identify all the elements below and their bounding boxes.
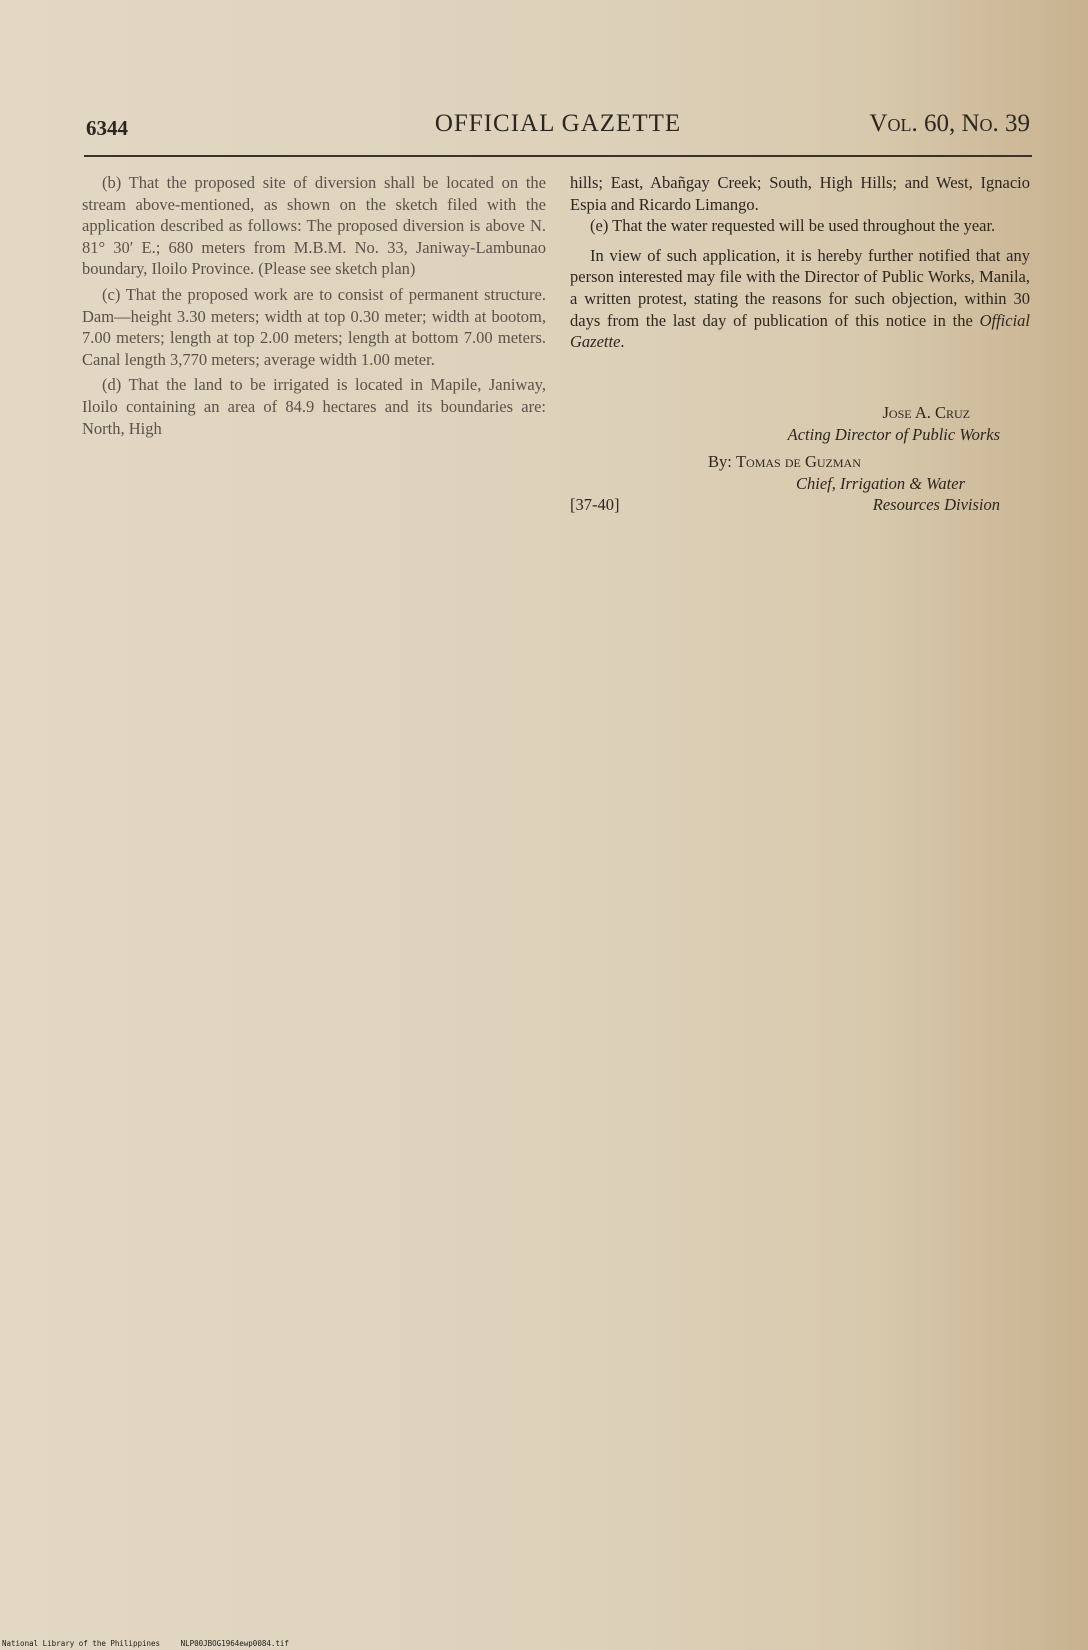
- notice-end: .: [620, 332, 625, 352]
- volume-number: Vol. 60, No. 39: [869, 110, 1030, 137]
- page-number: 6344: [86, 116, 128, 140]
- left-column: [82, 172, 546, 443]
- paragraph-c: (c) That the proposed work are to consist of permanent structure. Dam—height 3.30 meters; width at top 0.30 meter; width at bootom, 7.00 meters; length at top 2.00 meters; length at bottom 7.00 meters. Canal length 3,770 meters; average width 1.00 meter.: [82, 284, 546, 369]
- notice-text: In view of such application, it is hereby further notified that any person interested may file with the Director of Public Works, Manila, a written protest, stating the reasons for such objection, within 30 days from the last day of publication of this notice in the: [570, 245, 1030, 330]
- library-credit: National Library of the Philippines: [2, 1639, 161, 1648]
- header-rule: [84, 155, 1032, 157]
- publication-title: OFFICIAL GAZETTE: [434, 110, 682, 137]
- signed-by: [570, 451, 1000, 473]
- page-header: [86, 110, 1030, 146]
- notice-paragraph: [570, 245, 1030, 353]
- signatory-name: Jose A. Cruz: [882, 403, 970, 422]
- paragraph-e: (e) That the water requested will be used throughout the year.: [590, 216, 996, 236]
- signature-block: [570, 402, 1000, 516]
- signed-by-prefix: By:: [708, 452, 732, 471]
- paragraph-d-continued: hills; East, Abañgay Creek; South, High Hills; and West, Ignacio Espia and Ricardo Limango.: [570, 173, 1030, 214]
- signed-by-name: Tomas de Guzman: [735, 452, 861, 471]
- notice-publication: Official Gazette: [570, 310, 1030, 352]
- signed-by-title-line2: Resources Division: [872, 495, 1000, 514]
- signed-by-title-line2-row: [570, 494, 1000, 516]
- paragraph-b: (b) That the proposed site of diversion shall be located on the stream above-mentioned, as shown on the sketch filed with the application described as follows: The proposed diversion is above N. 81° 30′ E.; 680 meters from M.B.M. No. 33, Janiway-Lambunao boundary, Iloilo Province. (Please see sketch plan): [82, 173, 546, 279]
- scan-file-name: NLP00JBOG1964ewp0084.tif: [180, 1639, 289, 1648]
- issue-tag: [37-40]: [570, 495, 620, 514]
- signed-by-title-line1: Chief, Irrigation & Water: [796, 473, 965, 493]
- signatory-title: Acting Director of Public Works: [787, 424, 1000, 444]
- right-column: [570, 172, 1030, 357]
- scan-footer: [2, 1639, 305, 1648]
- paragraph-d: (d) That the land to be irrigated is located in Mapile, Janiway, Iloilo containing an area of 84.9 hectares and its boundaries are: North, High: [82, 375, 546, 438]
